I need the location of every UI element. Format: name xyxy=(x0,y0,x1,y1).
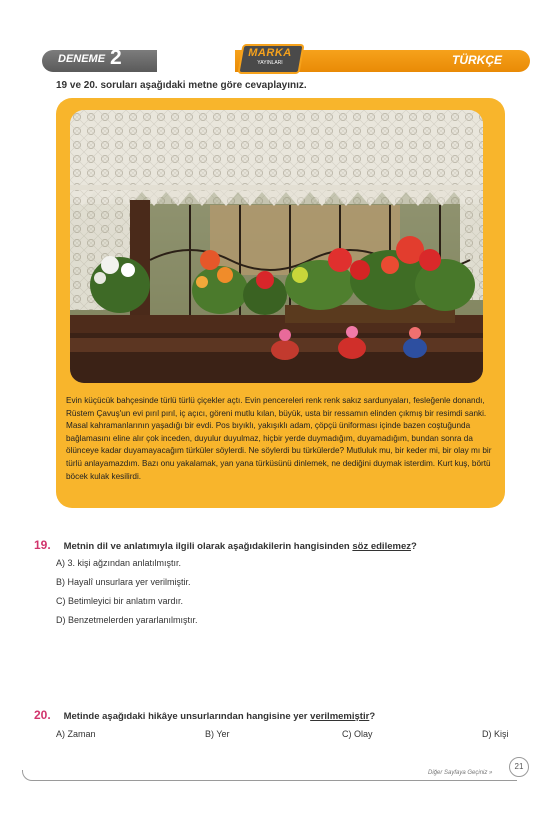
question-19-text xyxy=(64,541,417,552)
logo-subtext: YAYINLARI xyxy=(257,60,283,66)
question-20-text-main: Metinde aşağıdaki hikâye unsurlarından hangisine yer xyxy=(63,711,311,722)
question-19-emphasis: söz edilemez xyxy=(352,541,411,552)
question-19-mark: ? xyxy=(410,541,417,552)
exam-number: 2 xyxy=(110,46,122,69)
question-instruction: 19 ve 20. soruları aşağıdaki metne göre cevaplayınız. xyxy=(56,80,307,91)
logo-text: MARKA xyxy=(248,47,292,59)
next-page-text: Diğer Sayfaya Geçiniz xyxy=(428,770,488,776)
page-number: 21 xyxy=(509,757,529,777)
question-20-option-b[interactable]: B) Yer xyxy=(205,729,230,739)
question-20-option-d[interactable]: D) Kişi xyxy=(482,729,509,739)
question-19-option-b[interactable]: B) Hayalî unsurlara yer verilmiştir. xyxy=(56,577,191,587)
question-20-mark: ? xyxy=(369,711,376,722)
subject-title: TÜRKÇE xyxy=(452,53,502,67)
question-19 xyxy=(34,536,514,554)
question-19-option-d[interactable]: D) Benzetmelerden yararlanılmıştır. xyxy=(56,615,198,625)
question-20-option-a[interactable]: A) Zaman xyxy=(56,729,96,739)
question-19-text-main: Metnin dil ve anlatımıyla ilgili olarak aşağıdakilerin hangisinden xyxy=(63,541,353,552)
exam-label: DENEME xyxy=(58,53,106,65)
question-19-number: 19. xyxy=(34,538,51,552)
question-19-option-c[interactable]: C) Betimleyici bir anlatım vardır. xyxy=(56,596,184,606)
next-page-note xyxy=(428,770,492,776)
question-20 xyxy=(34,706,514,724)
question-20-number: 20. xyxy=(34,708,51,722)
question-19-option-a[interactable]: A) 3. kişi ağzından anlatılmıştır. xyxy=(56,558,182,568)
question-20-option-c[interactable]: C) Olay xyxy=(342,729,373,739)
question-20-text xyxy=(64,711,376,722)
passage-text: Evin küçücük bahçesinde türlü türlü çiçekler açtı. Evin pencereleri renk renk sakız sardunyaları, fesleğenle donandı, Rüstem Çavuş'un evi pırıl pırıl, iç açıcı, göreni mutlu kılan, büyük, usta bir ressamın elinden çıkmış bir resimdi sanki. Masal kahramanlarının yaşadığı bir evdi. Pos bıyıklı, yakışıklı adam, çöpçü üniforması içinde bazen coştuğunda bağlamasını eline alır çok inceden, duyulur duyulmaz, hiçbir yerde duymadığım, duyamadığım, bundan sonra da ölünceye kadar duyamayacağım türküler söylerdi. Ne söylerdi bu türkülerde? Mutluluk mu, bir keder mi, bir olay mı bir türlü anlayamazdım. Bazı onu yakalamak, yan yana türküsünü dinlemek, ne dediğini duymak isterdim. Kurt kuş, börtü böcek kulak kesilirdi. xyxy=(66,396,492,481)
window-flowers-photo xyxy=(70,110,483,383)
question-20-emphasis: verilmemiştir xyxy=(310,711,370,722)
chevrons-right-icon: » xyxy=(489,770,493,776)
